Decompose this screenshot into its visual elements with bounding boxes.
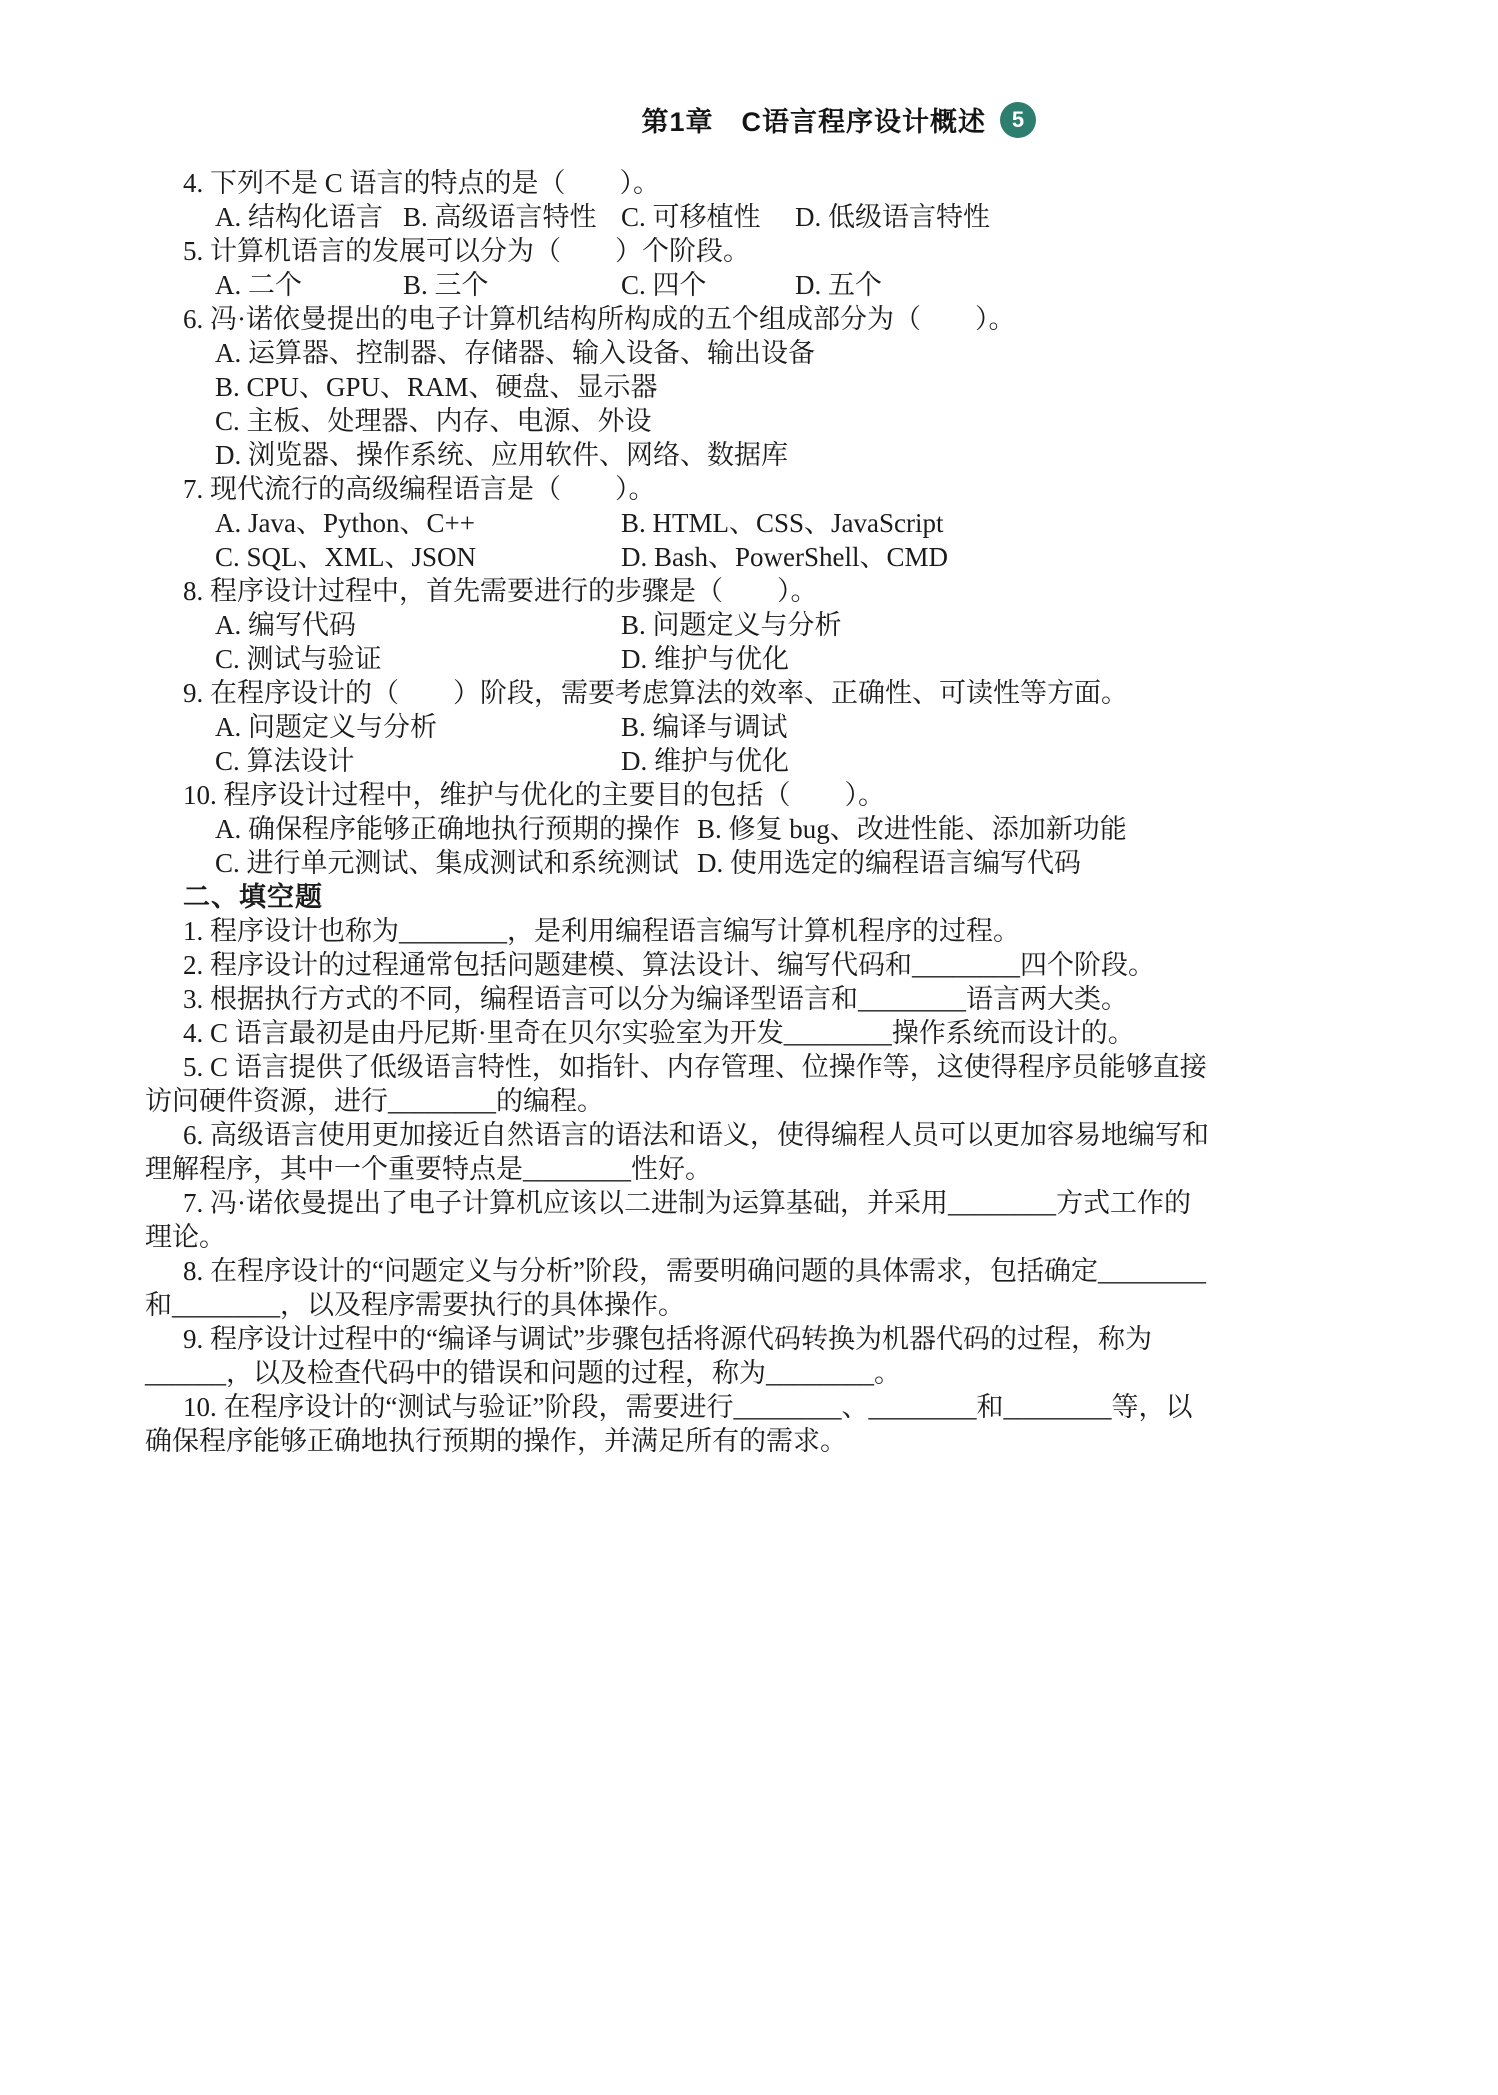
question-stem: 10. 程序设计过程中，维护与优化的主要目的包括（ ）。 <box>183 780 885 810</box>
option-b: B. 问题定义与分析 <box>621 610 842 640</box>
option-d: D. 维护与优化 <box>621 746 789 776</box>
question-10 <box>145 778 1357 880</box>
question-4 <box>145 166 1357 234</box>
fill-item-text: 5. C 语言提供了低级语言特性，如指针、内存管理、位操作等，这使得程序员能够直接 <box>183 1052 1207 1082</box>
fill-item-text: 理论。 <box>145 1222 226 1252</box>
fill-item-text: 确保程序能够正确地执行预期的操作，并满足所有的需求。 <box>145 1426 847 1456</box>
option-a: A. 编写代码 <box>215 610 356 640</box>
fill-item-text: 1. 程序设计也称为________，是利用编程语言编写计算机程序的过程。 <box>183 916 1020 946</box>
fill-item-7 <box>145 1186 1357 1254</box>
option-c: C. 可移植性 <box>621 202 761 232</box>
option-d: D. 浏览器、操作系统、应用软件、网络、数据库 <box>215 440 788 470</box>
option-b: B. 修复 bug、改进性能、添加新功能 <box>697 814 1127 844</box>
page-number: 5 <box>1011 106 1025 132</box>
fill-item-text: 10. 在程序设计的“测试与验证”阶段，需要进行________、________和________等，以 <box>183 1392 1193 1422</box>
options-row <box>215 506 1357 540</box>
question-9 <box>145 676 1357 778</box>
fill-item-text: 理解程序，其中一个重要特点是________性好。 <box>145 1154 712 1184</box>
option-d: D. 低级语言特性 <box>795 202 990 232</box>
fill-item-3 <box>145 982 1357 1016</box>
options-row <box>215 540 1357 574</box>
fill-item-text: 7. 冯·诺依曼提出了电子计算机应该以二进制为运算基础，并采用________方式工作的 <box>183 1188 1191 1218</box>
fill-item-5 <box>145 1050 1357 1118</box>
option-b: B. HTML、CSS、JavaScript <box>621 508 944 538</box>
option-b: B. 编译与调试 <box>621 712 788 742</box>
fill-item-text: 8. 在程序设计的“问题定义与分析”阶段，需要明确问题的具体需求，包括确定________ <box>183 1256 1206 1286</box>
option-a: A. Java、Python、C++ <box>215 508 475 538</box>
options-row <box>215 744 1357 778</box>
fill-item-text: 6. 高级语言使用更加接近自然语言的语法和语义，使得编程人员可以更加容易地编写和 <box>183 1120 1209 1150</box>
options-row <box>215 608 1357 642</box>
question-5 <box>145 234 1357 302</box>
fill-item-text: ______，以及检查代码中的错误和问题的过程，称为________。 <box>145 1358 901 1388</box>
option-b: B. 三个 <box>403 270 489 300</box>
options-row <box>215 812 1357 846</box>
page-content <box>145 166 1357 1458</box>
option-c: C. 算法设计 <box>215 746 355 776</box>
option-a: A. 运算器、控制器、存储器、输入设备、输出设备 <box>215 338 815 368</box>
option-c: C. 主板、处理器、内存、电源、外设 <box>215 406 652 436</box>
chapter-title: 第1章 C语言程序设计概述 <box>641 107 986 137</box>
options-row <box>215 642 1357 676</box>
fill-item-6 <box>145 1118 1357 1186</box>
question-stem: 4. 下列不是 C 语言的特点的是（ ）。 <box>183 168 661 198</box>
options-row <box>215 200 1357 234</box>
option-a: A. 确保程序能够正确地执行预期的操作 <box>215 814 680 844</box>
option-a: A. 结构化语言 <box>215 202 383 232</box>
page-header <box>641 100 1036 139</box>
fill-item-8 <box>145 1254 1357 1322</box>
fill-item-1 <box>145 914 1357 948</box>
option-d: D. 五个 <box>795 270 882 300</box>
option-b: B. 高级语言特性 <box>403 202 597 232</box>
fill-item-4 <box>145 1016 1357 1050</box>
question-stem: 9. 在程序设计的（ ）阶段，需要考虑算法的效率、正确性、可读性等方面。 <box>183 678 1128 708</box>
fill-item-text: 4. C 语言最初是由丹尼斯·里奇在贝尔实验室为开发________操作系统而设计的。 <box>183 1018 1135 1048</box>
fill-section-title: 二、填空题 <box>183 882 323 912</box>
option-a: A. 二个 <box>215 270 302 300</box>
question-stem: 6. 冯·诺依曼提出的电子计算机结构所构成的五个组成部分为（ ）。 <box>183 304 1016 334</box>
options-row <box>215 268 1357 302</box>
option-d: D. Bash、PowerShell、CMD <box>621 542 949 572</box>
option-b: B. CPU、GPU、RAM、硬盘、显示器 <box>215 372 658 402</box>
page-number-badge <box>1000 102 1036 138</box>
fill-item-9 <box>145 1322 1357 1390</box>
question-stem: 7. 现代流行的高级编程语言是（ ）。 <box>183 474 656 504</box>
fill-item-text: 9. 程序设计过程中的“编译与调试”步骤包括将源代码转换为机器代码的过程，称为 <box>183 1324 1152 1354</box>
question-stem: 5. 计算机语言的发展可以分为（ ）个阶段。 <box>183 236 750 266</box>
option-a: A. 问题定义与分析 <box>215 712 437 742</box>
fill-item-text: 2. 程序设计的过程通常包括问题建模、算法设计、编写代码和________四个阶段。 <box>183 950 1155 980</box>
fill-item-10 <box>145 1390 1357 1458</box>
fill-item-text: 和________，以及程序需要执行的具体操作。 <box>145 1290 685 1320</box>
question-8 <box>145 574 1357 676</box>
option-c: C. SQL、XML、JSON <box>215 542 477 572</box>
options-row <box>215 710 1357 744</box>
question-stem: 8. 程序设计过程中，首先需要进行的步骤是（ ）。 <box>183 576 818 606</box>
fill-item-text: 访问硬件资源，进行________的编程。 <box>145 1086 604 1116</box>
fill-item-2 <box>145 948 1357 982</box>
option-c: C. 测试与验证 <box>215 644 382 674</box>
option-c: C. 进行单元测试、集成测试和系统测试 <box>215 848 679 878</box>
options-row <box>215 846 1357 880</box>
question-6 <box>145 302 1357 472</box>
fill-item-text: 3. 根据执行方式的不同，编程语言可以分为编译型语言和________语言两大类。 <box>183 984 1128 1014</box>
option-d: D. 使用选定的编程语言编写代码 <box>697 848 1081 878</box>
question-7 <box>145 472 1357 574</box>
option-c: C. 四个 <box>621 270 707 300</box>
option-d: D. 维护与优化 <box>621 644 789 674</box>
